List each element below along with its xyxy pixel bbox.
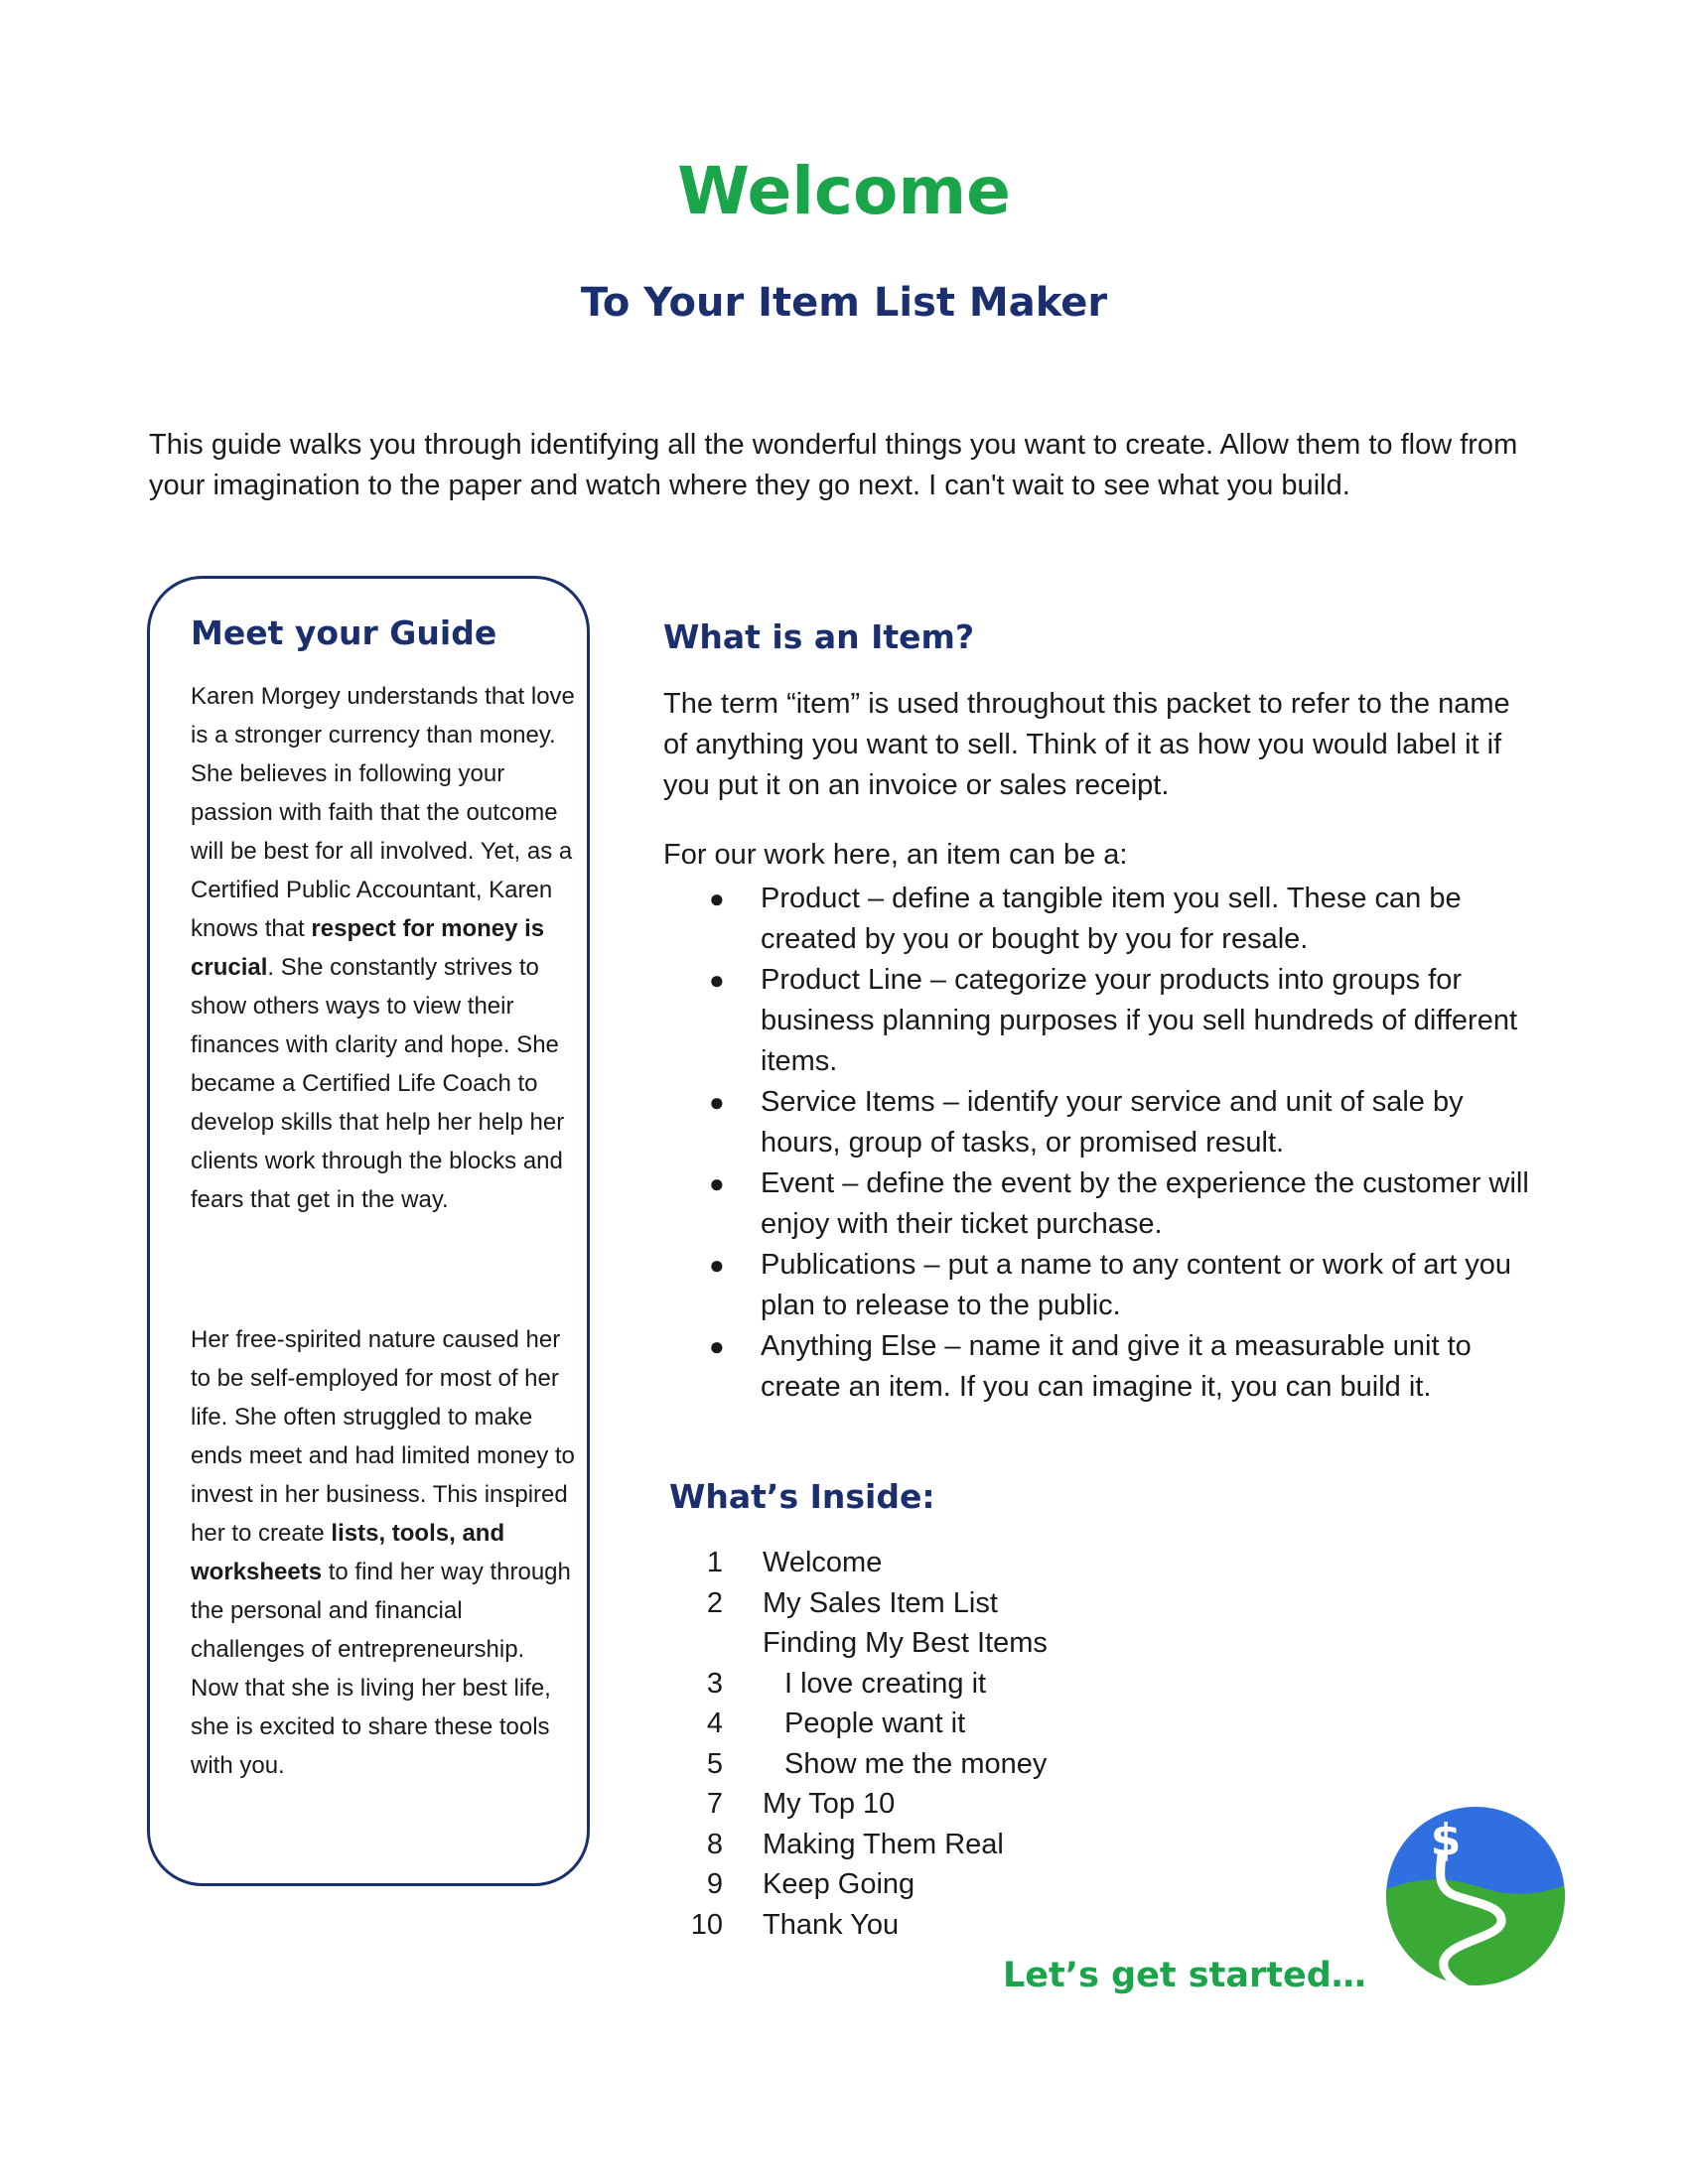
toc-label: My Top 10 (763, 1788, 896, 1820)
list-item: ● Anything Else – name it and give it a measurable unit to create an item. If you can imagine it, you can build it. (663, 1326, 1537, 1408)
toc-label: I love creating it (784, 1667, 987, 1700)
guide-paragraph-1: Karen Morgey understands that love is a stronger currency than money. She believes in following your passion with faith that the outcome will be best for all involved. Yet, as a Certified Public Accountant, Karen knows that respect for money is crucial. She constantly strives to show others ways to view their finances with clarity and hope. She became a Certified Life Coach to develop skills that help her help her clients work through the blocks and fears that get in the way. (191, 683, 575, 1213)
guide-emphasis-2: lists, tools, and worksheets (191, 1520, 505, 1585)
guide-heading: Meet your Guide (191, 614, 497, 652)
bullet-icon: ● (709, 1331, 725, 1361)
toc-page-number: 4 (706, 1707, 723, 1739)
toc-label: People want it (784, 1707, 966, 1739)
toc-page-number: 8 (706, 1828, 723, 1860)
get-started-text: Let’s get started… (1003, 1956, 1366, 1995)
page-title: Welcome (677, 153, 1011, 229)
bullet-icon: ● (709, 884, 725, 913)
toc-page-number: 2 (706, 1586, 723, 1619)
guide-paragraph-2: Her free-spirited nature caused her to be self-employed for most of her life. She often struggled to make ends meet and had limited money to invest in her business. This inspired her to create lists, tools, and worksheets to find her way through the personal and financial challenges of entrepreneurship. Now that she is living her best life, she is excited to share these tools with you. (191, 1326, 575, 1779)
list-item: ● Product Line – categorize your products into groups for business planning purposes if you sell hundreds of different items. (663, 960, 1537, 1082)
table-of-contents (685, 1543, 1048, 1945)
item-types-list (663, 879, 1537, 1408)
list-item: ● Product – define a tangible item you sell. These can be created by you or bought by you for resale. (663, 879, 1537, 960)
toc-page-number: 1 (706, 1547, 723, 1578)
toc-label: Show me the money (784, 1747, 1048, 1780)
bullet-icon: ● (709, 1168, 725, 1198)
toc-label: Keep Going (763, 1868, 915, 1900)
toc-item (685, 1784, 1048, 1825)
toc-label: My Sales Item List (763, 1586, 998, 1619)
toc-item (685, 1543, 1048, 1583)
item-types-intro: For our work here, an item can be a: (663, 839, 1128, 871)
toc-page-number: 3 (706, 1667, 723, 1700)
guide-emphasis-1: respect for money is crucial (191, 915, 545, 981)
toc-label: Welcome (763, 1547, 883, 1578)
toc-page-number: 10 (690, 1908, 723, 1941)
toc-page-number: 7 (706, 1788, 723, 1820)
toc-page-number: 5 (706, 1747, 723, 1780)
list-item: ● Service Items – identify your service and unit of sale by hours, group of tasks, or promised result. (663, 1082, 1537, 1163)
toc-item (685, 1905, 1048, 1946)
toc-label: Making Them Real (763, 1828, 1004, 1860)
item-section-heading: What is an Item? (663, 617, 975, 656)
intro-paragraph: This guide walks you through identifying all the wonderful things you want to create. Allow them to flow from your imagination to the paper and watch where they go next. I can't wait to see what you build. (149, 429, 1518, 501)
toc-label: Thank You (763, 1908, 900, 1941)
item-definition-paragraph: The term “item” is used throughout this packet to refer to the name of anything you want to sell. Think of it as how you would label it if you put it on an invoice or sales receipt. (663, 688, 1510, 801)
list-item: ● Publications – put a name to any content or work of art you plan to release to the public. (663, 1245, 1537, 1326)
toc-item (685, 1704, 1048, 1744)
toc-item (685, 1664, 1048, 1705)
toc-label: Finding My Best Items (763, 1627, 1048, 1659)
toc-item (685, 1623, 1048, 1664)
toc-item (685, 1864, 1048, 1905)
toc-page-number: 9 (706, 1868, 723, 1900)
logo-dollar-symbol: $ (1430, 1815, 1462, 1865)
bullet-icon: ● (709, 1087, 725, 1117)
toc-item (685, 1583, 1048, 1624)
toc-item (685, 1825, 1048, 1865)
bullet-icon: ● (709, 965, 725, 995)
list-item: ● Event – define the event by the experience the customer will enjoy with their ticket purchase. (663, 1163, 1537, 1245)
page-subtitle: To Your Item List Maker (580, 280, 1108, 326)
dollar-path-logo-icon (1384, 1805, 1567, 1987)
contents-heading: What’s Inside: (669, 1477, 935, 1516)
bullet-icon: ● (709, 1250, 725, 1280)
toc-item (685, 1744, 1048, 1785)
